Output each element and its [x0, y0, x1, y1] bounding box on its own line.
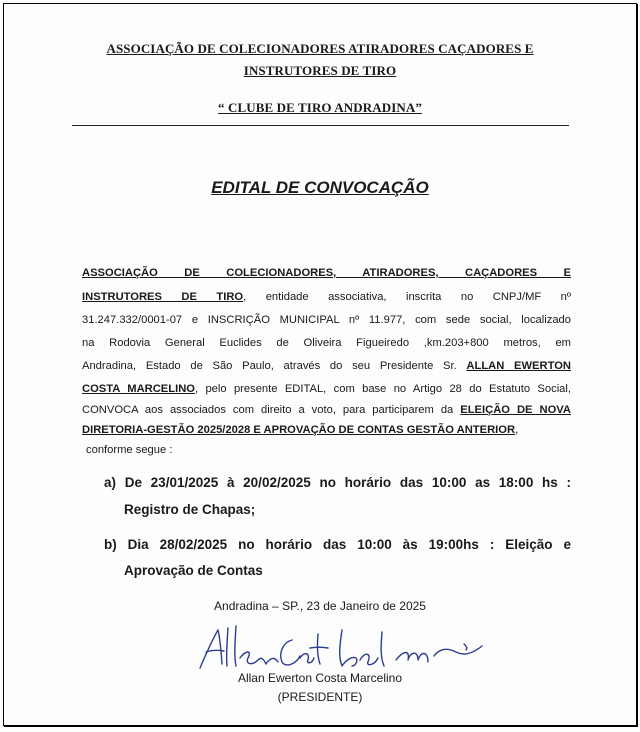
place-date: Andradina – SP., 23 de Janeiro de 2025: [214, 599, 426, 613]
document-page: [3, 3, 637, 726]
header-divider: [72, 125, 569, 126]
header-line-1: ASSOCIAÇÃO DE COLECIONADORES ATIRADORES CAÇADORES E: [106, 41, 534, 56]
body-line-3: 31.247.332/0001-07 e INSCRIÇÃO MUNICIPAL nº 11.977, com sede social, localizado: [82, 314, 571, 326]
body-line-8: DIRETORIA-GESTÃO 2025/2028 E APROVAÇÃO DE CONTAS GESTÃO ANTERIOR,: [82, 424, 519, 436]
body-line-2: INSTRUTORES DE TIRO, entidade associativa, inscrita no CNPJ/MF nº: [82, 291, 571, 303]
body-line-5: Andradina, Estado de São Paulo, através do seu Presidente Sr. ALLAN EWERTON: [82, 360, 572, 372]
body-line-7: CONVOCA aos associados com direito a voto, para participarem da ELEIÇÃO DE NOVA: [82, 404, 571, 416]
signer-role: (PRESIDENTE): [277, 690, 363, 704]
president-signature: [196, 620, 496, 676]
body-line-6: COSTA MARCELINO, pelo presente EDITAL, com base no Artigo 28 do Estatuto Social,: [82, 383, 571, 395]
signer-name: Allan Ewerton Costa Marcelino: [237, 671, 403, 685]
body-line-1: ASSOCIAÇÃO DE COLECIONADORES, ATIRADORES, CAÇADORES E: [82, 267, 571, 279]
item-a-line-2: Registro de Chapas;: [124, 502, 256, 517]
body-line-9: conforme segue :: [86, 444, 173, 456]
item-b-line-1: b) Dia 28/02/2025 no horário das 10:00 às 19:00hs : Eleição e: [104, 537, 571, 552]
header-line-3: “ CLUBE DE TIRO ANDRADINA”: [218, 100, 422, 115]
item-a-line-1: a) De 23/01/2025 à 20/02/2025 no horário das 10:00 as 18:00 hs :: [104, 475, 571, 490]
header-line-2: INSTRUTORES DE TIRO: [243, 63, 397, 78]
body-line-4: na Rodovia General Euclides de Oliveira Figueiredo ,km.203+800 metros, em: [82, 337, 571, 349]
item-b-line-2: Aprovação de Contas: [124, 563, 263, 578]
document-title: EDITAL DE CONVOCAÇÃO: [211, 178, 429, 197]
